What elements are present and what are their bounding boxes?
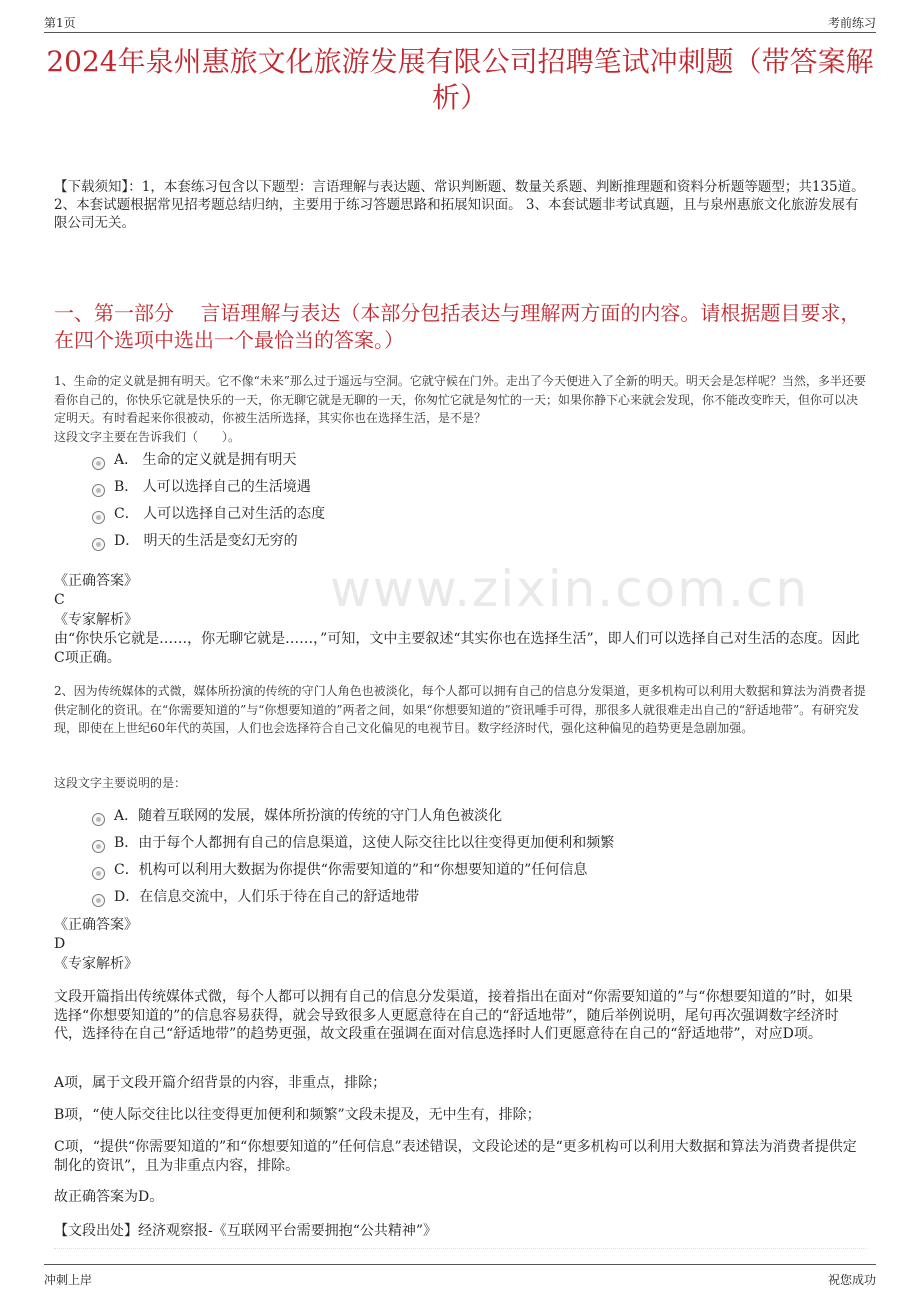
analysis-label: 《专家解析》 bbox=[54, 612, 138, 628]
analysis-paragraph: A项，属于文段开篇介绍背景的内容，非重点，排除； bbox=[54, 1075, 387, 1091]
source-citation: 【文段出处】经济观察报-《互联网平台需要拥抱“公共精神”》 bbox=[54, 1223, 438, 1239]
section-heading: 一、第一部分 言语理解与表达（本部分包括表达与理解两方面的内容。请根据题目要求，在四个选项中选出一个最恰当的答案。） bbox=[54, 301, 861, 352]
analysis-paragraph: B项，“使人际交往比以往变得更加便利和频繁”文段未提及，无中生有，排除； bbox=[54, 1107, 541, 1123]
analysis-paragraph: C项，“提供“你需要知道的”和“你想要知道的”任何信息”表述错误，文段论述的是“更多机构可以利用大数据和算法为消费者提供定制化的资讯”，且为非重点内容，排除。 bbox=[54, 1139, 857, 1174]
analysis-paragraph: 文段开篇指出传统媒体式微，每个人都可以拥有自己的信息分发渠道，接着指出在面对“你需要知道的”与“你想要知道的”时，如果选择“你想要知道的”的信息容易获得，就会导致很多人更愿意待在自己的“舒适地带”，随后举例说明，尾句再次强调数字经济时代，选择待在自己“舒适地带”的趋势更强，故文段重在强调在面对信息选择时人们更愿意待在自己的“舒适地带”，对应D项。 bbox=[54, 989, 853, 1042]
radio-icon[interactable] bbox=[92, 511, 105, 524]
radio-icon[interactable] bbox=[92, 457, 105, 470]
radio-icon[interactable] bbox=[92, 484, 105, 497]
radio-icon[interactable] bbox=[92, 894, 105, 907]
radio-icon[interactable] bbox=[92, 840, 105, 853]
answer-value: C bbox=[54, 592, 65, 608]
question-1-option-b[interactable] bbox=[92, 477, 311, 497]
analysis-paragraph: 故正确答案为D。 bbox=[54, 1189, 164, 1205]
question-1-option-d[interactable] bbox=[92, 531, 298, 551]
question-1-option-c[interactable] bbox=[92, 504, 325, 524]
document-title: 2024年泉州惠旅文化旅游发展有限公司招聘笔试冲刺题（带答案解析） bbox=[46, 45, 874, 114]
page-number: 第1页 bbox=[44, 16, 76, 30]
radio-icon[interactable] bbox=[92, 867, 105, 880]
option-label: B． 人可以选择自己的生活境遇 bbox=[114, 479, 311, 495]
page-header bbox=[44, 10, 876, 33]
header-right-label: 考前练习 bbox=[827, 16, 876, 30]
option-label: C．机构可以利用大数据为你提供“你需要知道的”和“你想要知道的”任何信息 bbox=[114, 862, 588, 878]
divider bbox=[54, 1248, 866, 1254]
download-notice: 【下载须知】：1，本套练习包含以下题型：言语理解与表达题、常识判断题、数量关系题、判断推理题和资料分析题等题型；共135道。 2、本套试题根据常见招考题总结归纳，主要用于练习答题思路和拓展知识面。 3、本套试题非考试真题，且与泉州惠旅文化旅游发展有限公司无关。 bbox=[54, 179, 865, 231]
question-2-text: 2、因为传统媒体的式微，媒体所扮演的传统的守门人角色也被淡化，每个人都可以拥有自己的信息分发渠道，更多机构可以利用大数据和算法为消费者提供定制化的资讯。在“你需要知道的”与“你想要知道的”两者之间，如果“你想要知道的”资讯唾手可得，那很多人就很难走出自己的“舒适地带”。有研究发现，即使在上世纪60年代的英国，人们也会选择符合自己文化偏见的电视节目。数字经济时代，强化这种偏见的趋势更是急剧加强。 bbox=[54, 684, 866, 735]
option-label: D．在信息交流中，人们乐于待在自己的舒适地带 bbox=[114, 889, 420, 905]
option-label: C． 人可以选择自己对生活的态度 bbox=[114, 506, 326, 522]
option-label: D． 明天的生活是变幻无穷的 bbox=[114, 533, 298, 549]
question-2-option-b[interactable] bbox=[92, 833, 614, 853]
watermark: www.zixin.com.cn bbox=[330, 560, 810, 618]
radio-icon[interactable] bbox=[92, 813, 105, 826]
question-2-prompt: 这段文字主要说明的是： bbox=[54, 776, 187, 790]
option-label: A． 生命的定义就是拥有明天 bbox=[114, 452, 297, 468]
analysis-text: 由“你快乐它就是……，你无聊它就是……，”可知，文中主要叙述“其实你也在选择生活”，即人们可以选择自己对生活的态度。因此C项正确。 bbox=[54, 631, 860, 666]
option-label: A．随着互联网的发展，媒体所扮演的传统的守门人角色被淡化 bbox=[114, 808, 503, 824]
question-2-option-a[interactable] bbox=[92, 806, 502, 826]
option-label: B．由于每个人都拥有自己的信息渠道，这使人际交往比以往变得更加便利和频繁 bbox=[114, 835, 615, 851]
question-2-option-c[interactable] bbox=[92, 860, 587, 880]
analysis-label: 《专家解析》 bbox=[54, 956, 138, 972]
answer-label: 《正确答案》 bbox=[54, 917, 138, 933]
question-1-text: 1、生命的定义就是拥有明天。它不像“未来”那么过于遥远与空洞。它就守候在门外。走出了今天便进入了全新的明天。明天会是怎样呢？当然，多半还要看你自己的，你快乐它就是快乐的一天，你无聊它就是无聊的一天，你匆忙它就是匆忙的一天；如果你静下心来就会发现，你不能改变昨天，但你可以决定明天。有时看起来你很被动，你被生活所选择，其实你也在选择生活，是不是？ bbox=[54, 374, 866, 425]
answer-value: D bbox=[54, 936, 66, 952]
question-2-option-d[interactable] bbox=[92, 887, 419, 907]
footer-left-label: 冲刺上岸 bbox=[44, 1273, 93, 1287]
footer-right-label: 祝您成功 bbox=[827, 1273, 876, 1287]
question-1-prompt: 这段文字主要在告诉我们（ ）。 bbox=[54, 430, 241, 444]
radio-icon[interactable] bbox=[92, 538, 105, 551]
answer-label: 《正确答案》 bbox=[54, 573, 138, 589]
page-footer bbox=[44, 1264, 876, 1289]
question-1-option-a[interactable] bbox=[92, 450, 297, 470]
